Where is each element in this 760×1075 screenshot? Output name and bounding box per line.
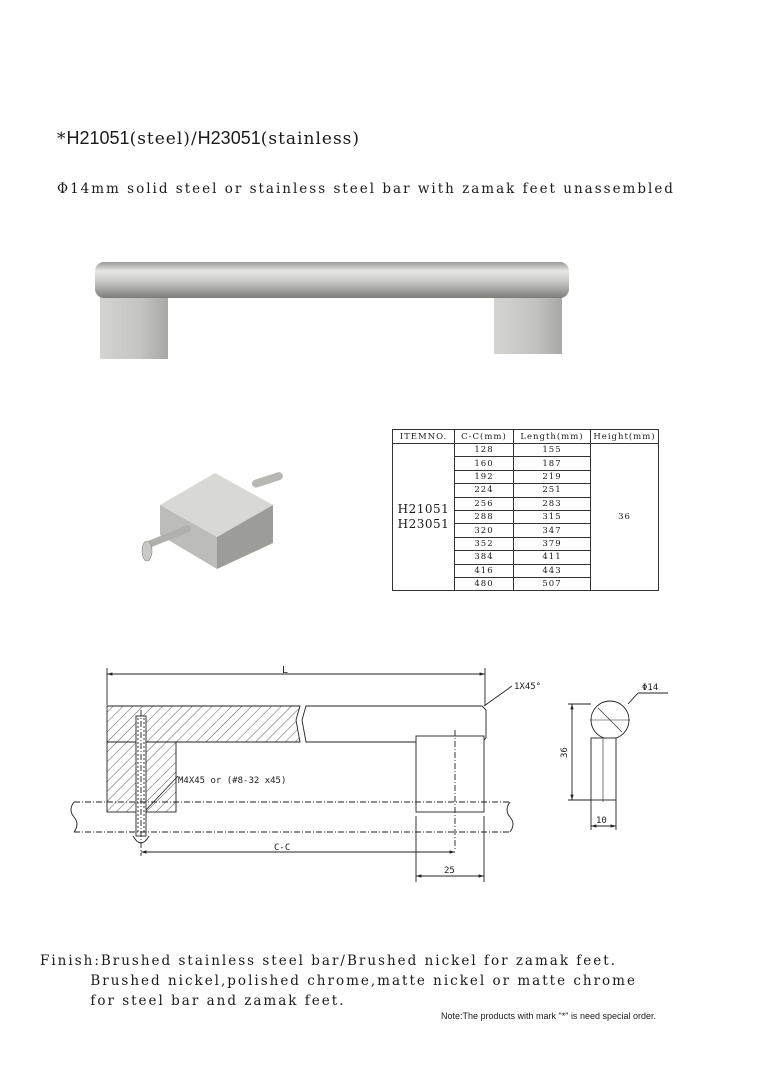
finish-line: Brushed nickel,polished chrome,matte nickel or matte chrome [40,973,637,989]
technical-drawing [60,660,700,890]
header-length: Length(mm) [514,430,591,444]
length-cell: 219 [514,470,591,483]
cc-cell: 224 [455,484,514,497]
screw-head [142,541,152,561]
table-row [393,444,659,457]
length-cell: 507 [514,577,591,590]
cc-cell: 192 [455,470,514,483]
length-cell: 187 [514,457,591,470]
cc-cell: 128 [455,444,514,457]
length-label: L [282,665,289,676]
item-number: H21051 [397,502,450,517]
header-height: Height(mm) [591,430,659,444]
side-foot-outline [591,738,616,800]
length-cell: 283 [514,497,591,510]
material-stainless: (stainless) [260,129,361,149]
cc-cell: 320 [455,524,514,537]
cc-cell: 384 [455,551,514,564]
length-cell: 315 [514,510,591,523]
spec-table [392,429,659,591]
panel-break-left [71,802,77,832]
left-foot [100,293,168,359]
header-itemno: ITEMNO. [393,430,455,444]
product-title [57,128,360,149]
item-number-cell [393,444,455,591]
cc-cell: 160 [455,457,514,470]
cc-cell: 256 [455,497,514,510]
diameter-leader [628,693,638,704]
chamfer-leader [484,686,512,706]
foot-detail-photo [135,465,285,575]
length-cell: 411 [514,551,591,564]
bar [95,262,569,298]
cc-cell: 416 [455,564,514,577]
diameter-label: Φ14 [642,683,659,693]
product-description: Φ14mm solid steel or stainless steel bar with zamak feet unassembled [57,181,675,197]
screw-label: M4X45 or (#8-32 x45) [178,776,287,786]
length-cell: 379 [514,537,591,550]
table-header-row [393,430,659,444]
cc-cell: 352 [455,537,514,550]
base-label: 10 [596,816,607,826]
cc-cell: 480 [455,577,514,590]
height-label: 36 [560,747,570,758]
length-cell: 251 [514,484,591,497]
right-foot-outline [416,736,484,812]
cc-cell: 288 [455,510,514,523]
length-cell: 155 [514,444,591,457]
panel-break-right [507,802,513,832]
cc-label: C-C [274,843,291,853]
height-cell: 36 [591,444,659,591]
length-cell: 443 [514,564,591,577]
item-number: H23051 [397,517,450,532]
handle-photo [90,258,580,363]
right-foot [494,293,562,354]
material-steel: (steel)/ [129,129,198,149]
header-cc: C-C(mm) [455,430,514,444]
title-prefix: * [57,129,67,149]
chamfer-label: 1X45° [514,682,542,692]
finish-line: for steel bar and zamak feet. [40,993,346,1009]
item-code-steel: H21051 [66,128,130,148]
length-cell: 347 [514,524,591,537]
screw-shaft-back [251,471,284,488]
finish-text [40,951,637,1011]
item-code-stainless: H23051 [197,128,261,148]
finish-line: Finish:Brushed stainless steel bar/Brushed nickel for zamak feet. [40,953,617,969]
special-order-note: Note:The products with mark "*" is need special order. [441,1011,656,1021]
foot-width-label: 25 [444,866,455,876]
